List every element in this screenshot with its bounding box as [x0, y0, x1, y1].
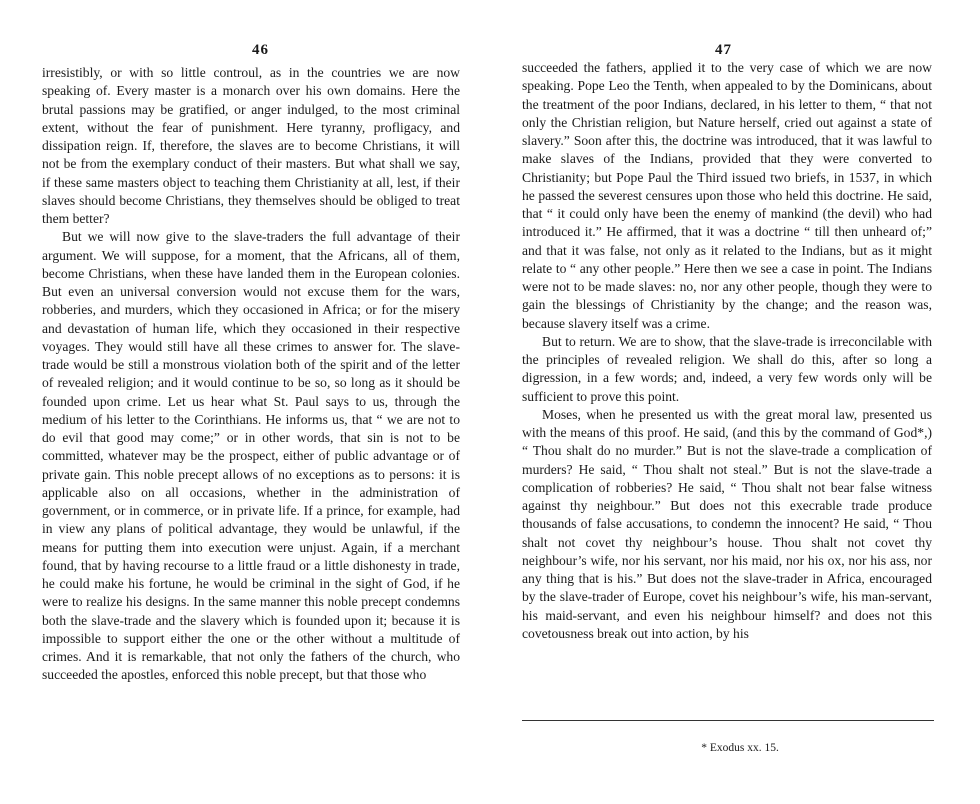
paragraph: irresistibly, or with so little controul, as in the countries we are now speaking of. Every master is a monarch over his own domains. Here the brutal passions may be gratified, or anger indulged, to the most criminal extent, without the fear of punishment. Here tyranny, profligacy, and dissipation reign. If, therefore, the slaves are to become Christians, it will not be from the exemplary conduct of their masters. But what shall we say, if these same masters object to teaching them Christianity at all, lest, if their slaves should become Christians, they themselves should be obliged to treat them better? [42, 65, 460, 226]
page-number-right: 47 [715, 42, 732, 58]
page-number-left: 46 [252, 42, 269, 58]
paragraph: But to return. We are to show, that the slave-trade is irreconcilable with the principles of revealed religion. We shall do this, after so long a digression, in a few words; and, indeed, a very few words only will be sufficient to prove this point. [522, 333, 932, 404]
paragraph: succeeded the fathers, applied it to the very case of which we are now speaking. Pope Leo the Tenth, when appealed to by the Dominicans, about the treatment of the poor Indians, declared, in his letter to them, “ that not only the Christian religion, but Nature herself, cried out against a state of slavery.” Soon after this, the doctrine was introduced, that it was lawful to make slaves of the Indians, provided that they were converted to Christianity; but Pope Paul the Third issued two briefs, in 1537, in which he passed the severest censures upon those who held this doctrine. He said, that “ it could only have been the enemy of mankind (the devil) who had introduced it.” He affirmed, that it was a doctrine “ till then unheard of;” and that it was false, not only as it related to the Indians, but as it might relate to “ any other people.” Here then we see a case in point. The Indians were not to be made slaves: no, nor any other people, though they were to gain the blessings of Christianity by the change; and the reason was, because slavery itself was a crime. [522, 60, 932, 331]
paragraph: Moses, when he presented us with the great moral law, presented us with the means of this proof. He said, (and this by the command of God*,) “ Thou shalt do no murder.” But is not the slave-trade a complication of murders? He said, “ Thou shalt not steal.” But is not the slave-trade a complication of robberies? He said, “ Thou shalt not bear false witness against thy neighbour.” But does not this execrable trade produce thousands of false accusations, to condemn the innocent? He said, “ Thou shalt not covet thy neighbour’s house. Thou shalt not covet thy neighbour’s wife, nor his servant, nor his maid, nor his ox, nor his ass, nor any thing that is his.” But does not the slave-trader in Africa, encouraged by the slave-trader of Europe, covet his neighbour’s wife, his man-servant, his maid-servant, and even his neighbour himself? and does not this covetousness break out into action, by his [522, 406, 932, 641]
footnote-divider [522, 720, 934, 721]
footnote: * Exodus xx. 15. [701, 742, 779, 754]
paragraph: But we will now give to the slave-traders the full advantage of their argument. We will suppose, for a moment, that the Africans, all of them, become Christians, when these have landed them in the European colonies. But even an universal conversion would not excuse them for the wars, robberies, and murders, which they occasioned in Africa; or for the misery and devastation of human life, which they occasioned in their respective voyages. They would still have all these crimes to answer for. The slave-trade would be still a monstrous violation both of the spirit and of the letter of revealed religion; and it would continue to be so, so long as it should be founded upon crime. Let us hear what St. Paul says to us, through the medium of his letter to the Corinthians. He informs us, that “ we are not to do evil that good may come;” or in other words, that sin is not to be committed, whatever may be the prospect, either of public advantage or of private gain. This noble precept allows of no exceptions as to persons: it is applicable also on all occasions, whether in the administration of government, or in commerce, or in private life. If a prince, for example, had in view any plans of political advantage, they would be unlawful, if the means for putting them into execution were unjust. Again, if a merchant found, that by having recourse to a little fraud or a little dishonesty in trade, he could make his fortune, he would be criminal in the sight of God, if he were to realize his designs. In the same manner this noble precept condemns both the slave-trade and the slavery which is founded upon it; because it is impossible to support either the one or the other without a multitude of crimes. And it is remarkable, that not only the fathers of the church, who succeeded the apostles, enforced this noble precept, but that those who [42, 229, 460, 683]
right-page-text [522, 59, 932, 643]
right-page [490, 0, 980, 804]
left-page-text [42, 64, 460, 685]
